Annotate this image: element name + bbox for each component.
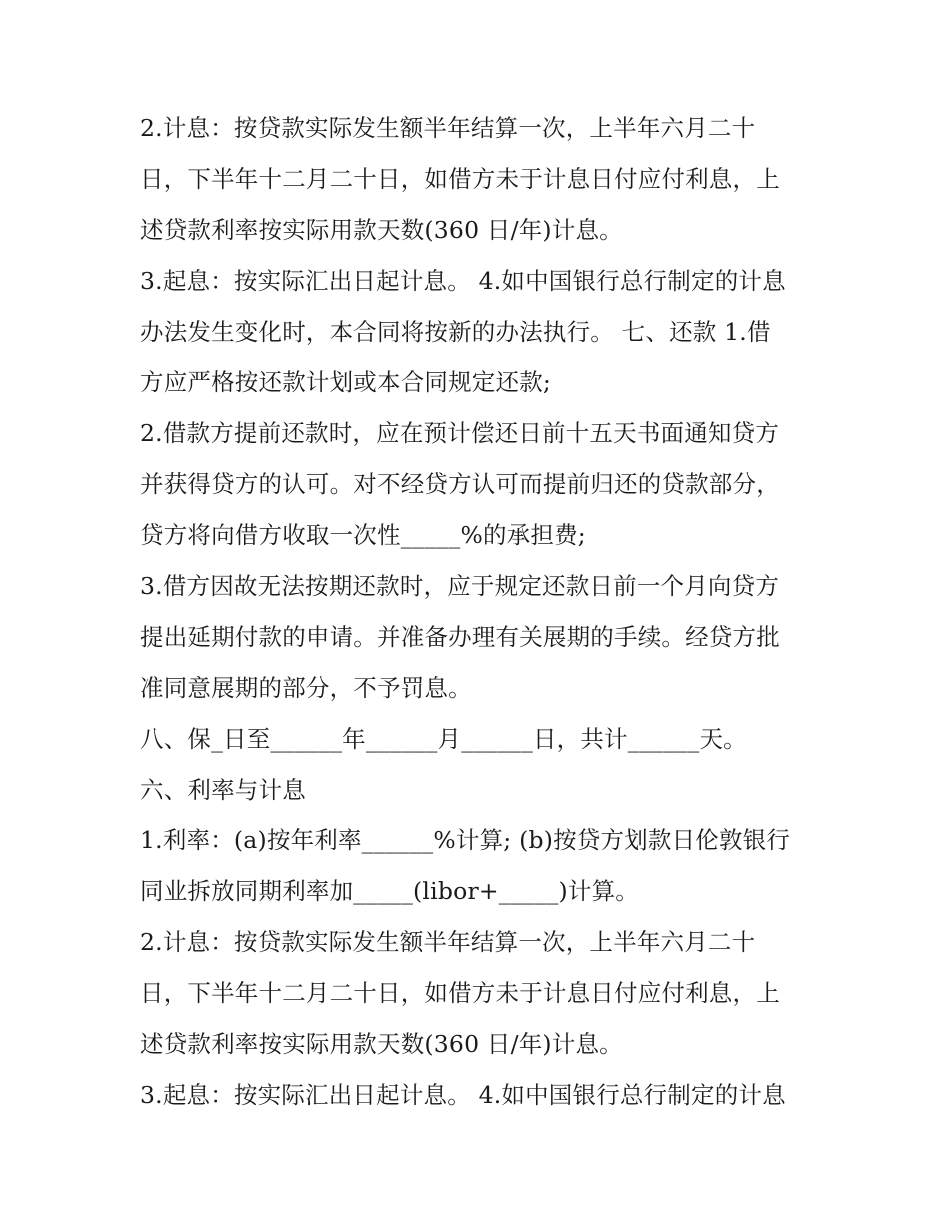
- text-line: 3.起息：按实际汇出日起计息。 4.如中国银行总行制定的计息: [140, 1080, 786, 1109]
- text-line: 并获得贷方的认可。对不经贷方认可而提前归还的贷款部分，: [140, 470, 780, 499]
- text-line: 方应严格按还款计划或本合同规定还款;: [140, 368, 552, 397]
- text-line: 3.借方因故无法按期还款时，应于规定还款日前一个月向贷方: [140, 572, 780, 601]
- text-line: 述贷款利率按实际用款天数(360 日/年)计息。: [140, 215, 623, 244]
- text-line: 2.计息：按贷款实际发生额半年结算一次，上半年六月二十: [140, 114, 756, 142]
- text-line: 述贷款利率按实际用款天数(360 日/年)计息。: [140, 1030, 623, 1059]
- text-line: 准同意展期的部分，不予罚息。: [140, 673, 472, 702]
- text-line: 2.借款方提前还款时，应在预计偿还日前十五天书面通知贷方: [140, 419, 780, 448]
- text-line: 日，下半年十二月二十日，如借方未于计息日付应付利息，上: [140, 979, 780, 1008]
- text-line: 八、保_日至______年______月______日，共计______天。: [140, 724, 747, 753]
- text-line: 2.计息：按贷款实际发生额半年结算一次，上半年六月二十: [140, 928, 756, 957]
- text-line: 办法发生变化时，本合同将按新的办法执行。 七、还款 1.借: [140, 317, 771, 346]
- text-line: 同业拆放同期利率加_____(libor+_____)计算。: [140, 877, 639, 906]
- section-heading: 六、利率与计息: [140, 775, 306, 804]
- text-line: 提出延期付款的申请。并准备办理有关展期的手续。经贷方批: [140, 622, 780, 651]
- text-line: 日，下半年十二月二十日，如借方未于计息日付应付利息，上: [140, 164, 780, 193]
- text-line: 1.利率：(a)按年利率______%计算; (b)按贷方划款日伦敦银行: [140, 826, 791, 855]
- document-body: [140, 103, 820, 1121]
- text-line: 贷方将向借方收取一次性_____%的承担费;: [140, 521, 586, 550]
- text-line: 3.起息：按实际汇出日起计息。 4.如中国银行总行制定的计息: [140, 266, 786, 295]
